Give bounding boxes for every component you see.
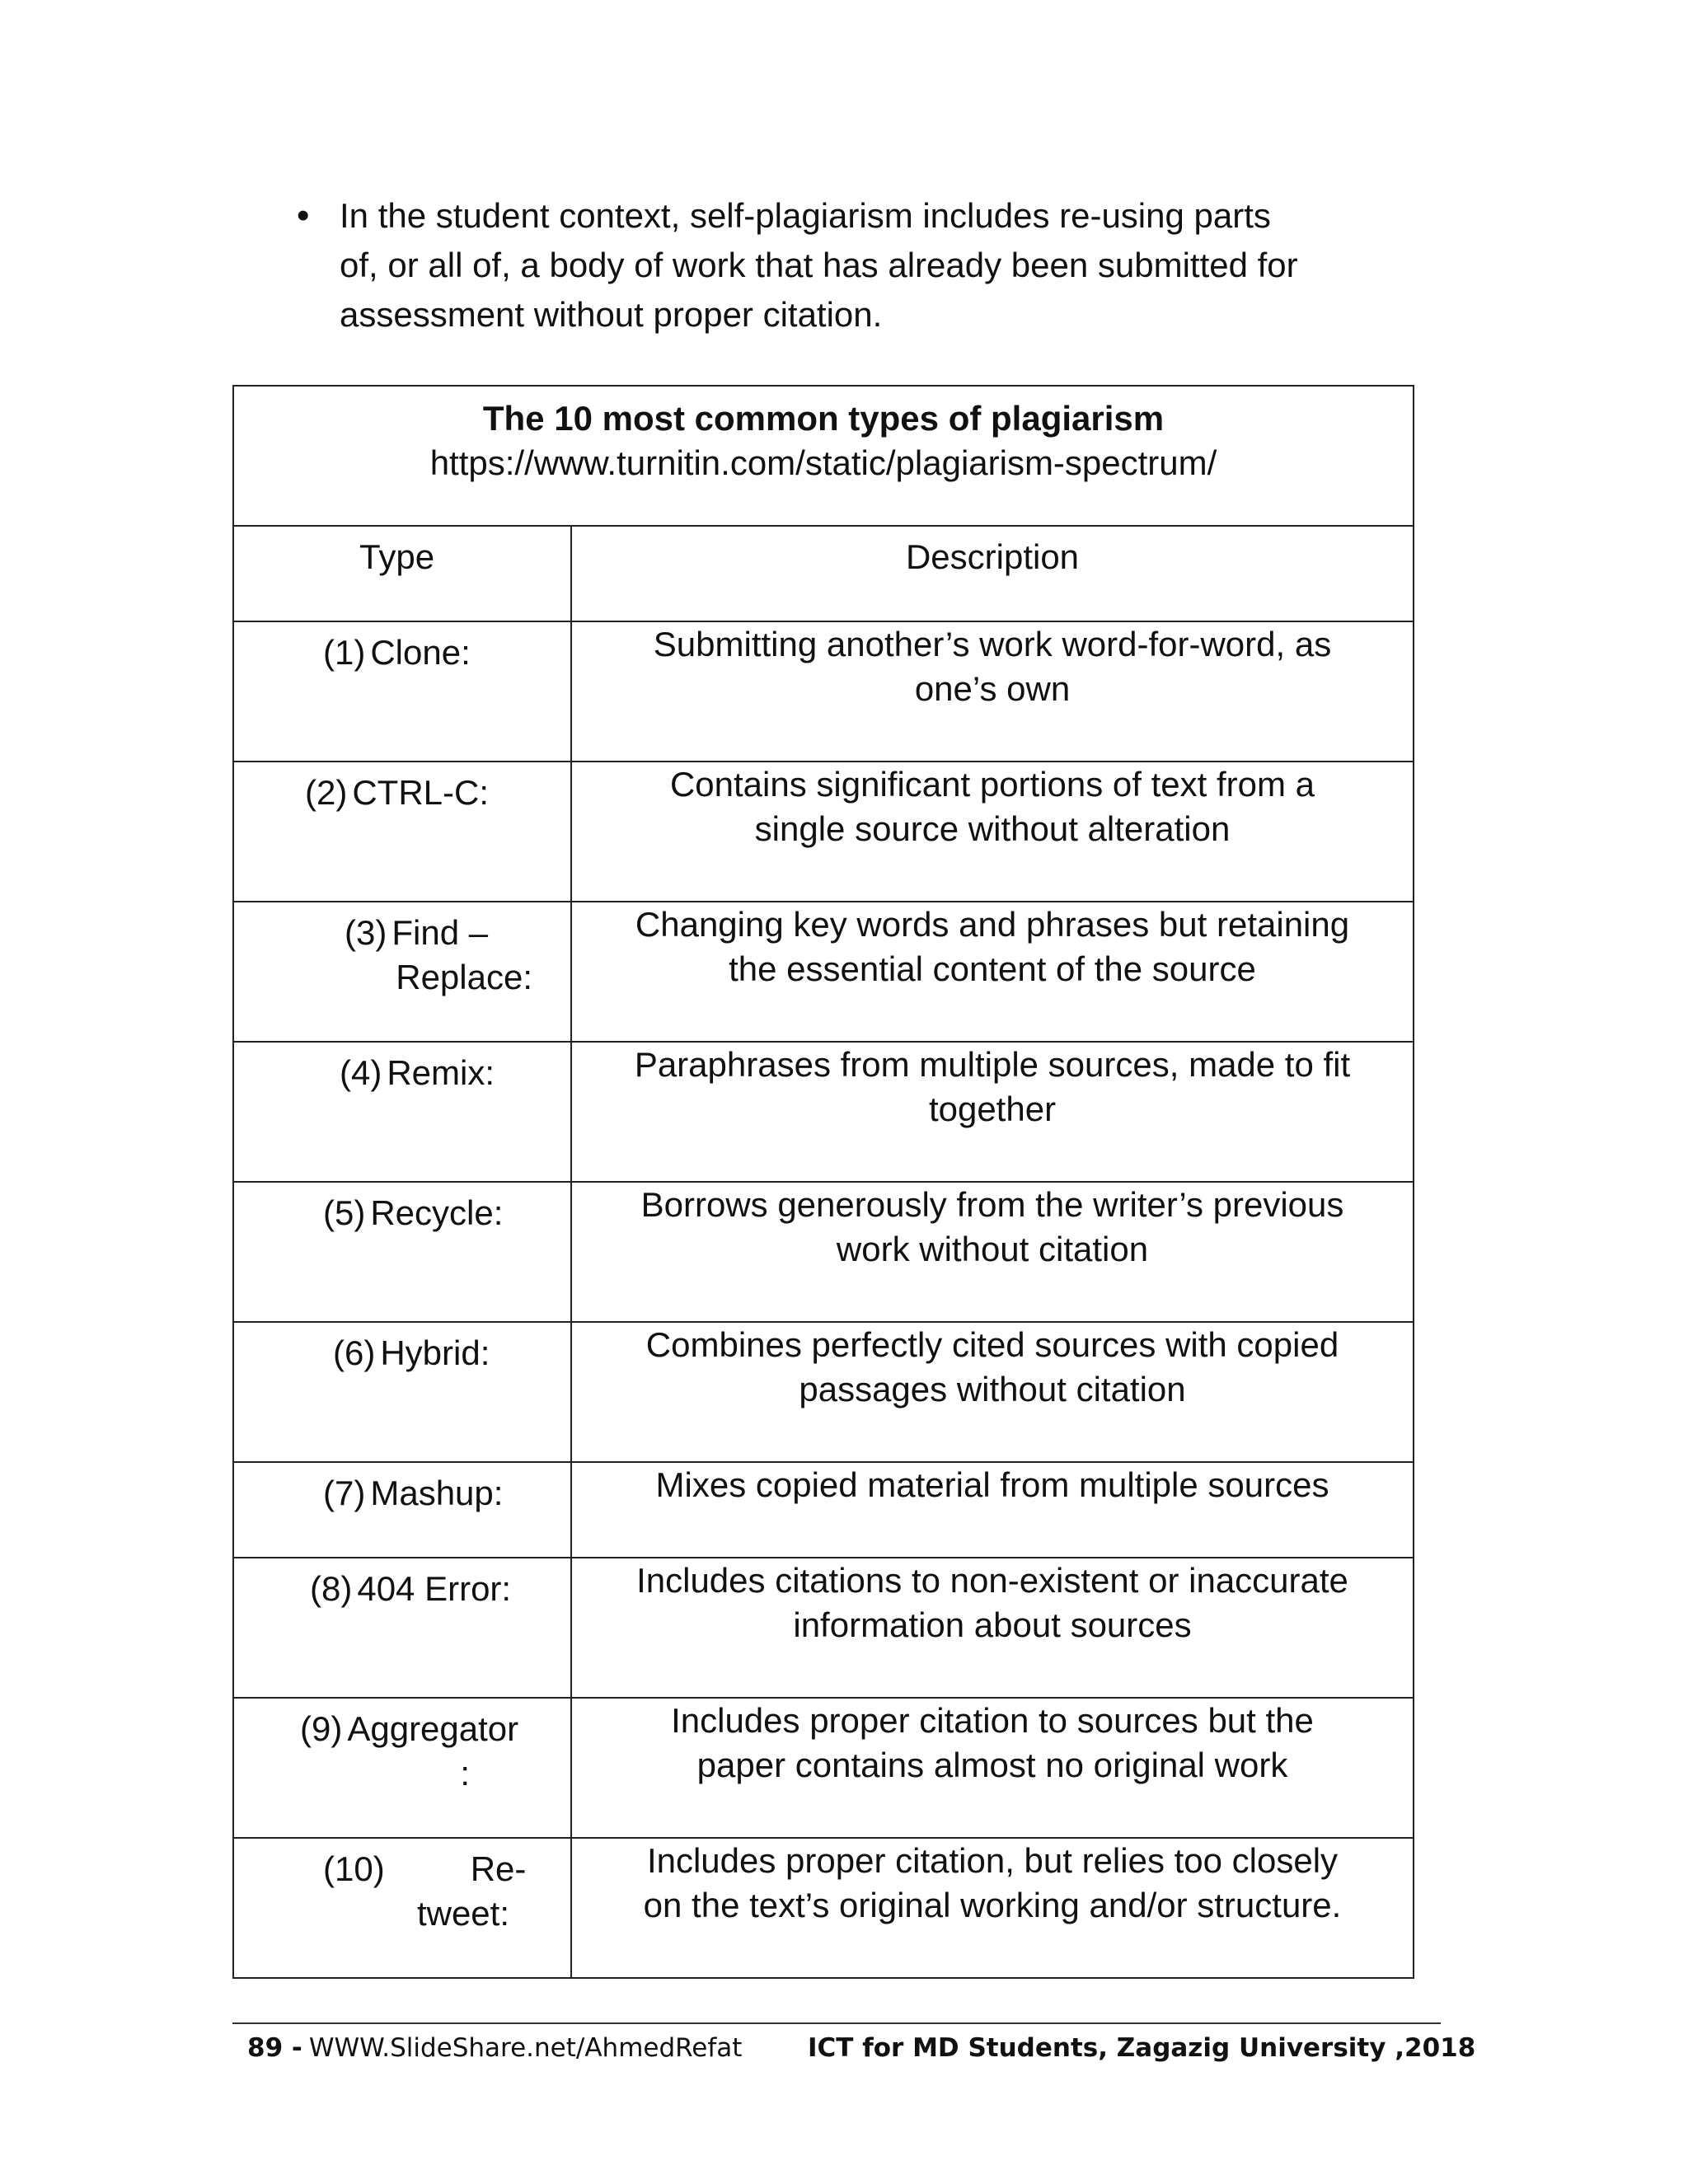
type-number: (6) (333, 1333, 376, 1372)
table-row (233, 902, 1414, 1042)
type-number: (9) (300, 1709, 343, 1748)
type-name: 404 Error: (357, 1569, 512, 1608)
description-line: together (928, 1090, 1057, 1128)
table-row (233, 1462, 1414, 1558)
description-line: on the text’s original working and/or structure. (643, 1886, 1342, 1924)
table-title-cell (233, 386, 1414, 526)
type-cell (233, 1558, 571, 1698)
type-name: Mashup: (370, 1474, 504, 1512)
type-name: Find – (392, 913, 489, 952)
table-title: The 10 most common types of plagiarism (482, 399, 1165, 438)
type-name: Recycle: (370, 1193, 504, 1232)
bullet-line: assessment without proper citation. (340, 295, 883, 334)
description-cell (571, 1462, 1414, 1558)
bullet-line: In the student context, self-plagiarism includes re-using parts (340, 196, 1271, 235)
description-line: Borrows generously from the writer’s previous (640, 1185, 1344, 1224)
table-row (233, 762, 1414, 902)
description-line: Combines perfectly cited sources with copied (645, 1325, 1339, 1364)
table-source-url: https://www.turnitin.com/static/plagiarism-spectrum/ (429, 443, 1217, 482)
description-cell (571, 1042, 1414, 1182)
plagiarism-types-table (232, 385, 1414, 1979)
description-cell (571, 762, 1414, 902)
description-cell (571, 1698, 1414, 1838)
type-cell (233, 1462, 571, 1558)
table-header-row (233, 526, 1414, 621)
description-line: Includes proper citation, but relies too closely (646, 1841, 1339, 1880)
footer-site: WWW.SlideShare.net/AhmedRefat (308, 2033, 743, 2063)
type-cell (233, 1698, 571, 1838)
description-line: Includes proper citation to sources but the (671, 1701, 1314, 1740)
type-cell (233, 1182, 571, 1322)
type-name-continued: Replace: (396, 958, 532, 996)
table-row (233, 1182, 1414, 1322)
type-cell (233, 902, 571, 1042)
description-cell (571, 1322, 1414, 1462)
type-number: (3) (345, 913, 387, 952)
page-footer (247, 2029, 1476, 2067)
type-number: (7) (323, 1474, 366, 1512)
description-cell (571, 902, 1414, 1042)
description-line: Includes citations to non-existent or inaccurate (636, 1561, 1348, 1600)
table-row (233, 1698, 1414, 1838)
type-cell (233, 1042, 571, 1182)
page-number: 89 - (247, 2033, 302, 2063)
type-name: Clone: (370, 633, 471, 672)
description-cell (571, 1558, 1414, 1698)
description-cell (571, 1838, 1414, 1978)
type-name: CTRL-C: (352, 773, 490, 812)
bullet-symbol: • (297, 195, 310, 236)
description-line: passages without citation (799, 1370, 1186, 1408)
description-line: information about sources (793, 1605, 1192, 1644)
description-line: single source without alteration (754, 809, 1231, 848)
type-number: (8) (310, 1569, 353, 1608)
table-row (233, 1558, 1414, 1698)
type-name-continued: tweet: (416, 1894, 509, 1933)
description-line: Contains significant portions of text from a (669, 765, 1315, 804)
footer-course: ICT for MD Students, Zagazig University ,2018 (808, 2033, 1476, 2063)
table-row (233, 1838, 1414, 1978)
bullet-paragraph (290, 191, 1411, 340)
type-number: (4) (340, 1053, 382, 1092)
type-cell (233, 1838, 571, 1978)
table-body (233, 621, 1414, 1978)
description-cell (571, 1182, 1414, 1322)
type-number: (1) (323, 633, 366, 672)
description-line: paper contains almost no original work (696, 1746, 1288, 1784)
type-name: Aggregator (347, 1709, 519, 1748)
type-cell (233, 762, 571, 902)
bullet-line: of, or all of, a body of work that has already been submitted for (340, 246, 1298, 284)
description-cell (571, 621, 1414, 762)
type-number: (2) (305, 773, 348, 812)
description-line: Changing key words and phrases but retaining (635, 905, 1350, 944)
type-cell (233, 621, 571, 762)
table-row (233, 1042, 1414, 1182)
type-name-continued: : (460, 1754, 470, 1793)
description-line: work without citation (836, 1230, 1149, 1268)
type-name: Hybrid: (380, 1333, 490, 1372)
type-number: (10) (323, 1849, 385, 1888)
bullet-text (340, 191, 1411, 340)
description-line: one’s own (914, 669, 1071, 708)
type-number: (5) (323, 1193, 366, 1232)
description-line: Mixes copied material from multiple sources (655, 1465, 1329, 1504)
footer-divider (232, 2022, 1441, 2024)
description-line: the essential content of the source (729, 949, 1256, 988)
type-name: Remix: (387, 1053, 495, 1092)
column-header-type: Type (233, 526, 571, 621)
table-row (233, 1322, 1414, 1462)
column-header-description: Description (571, 526, 1414, 621)
description-line: Paraphrases from multiple sources, made to fit (634, 1045, 1351, 1084)
type-name: Re- (470, 1849, 527, 1888)
description-line: Submitting another’s work word-for-word, as (653, 625, 1332, 663)
type-cell (233, 1322, 571, 1462)
table-row (233, 621, 1414, 762)
